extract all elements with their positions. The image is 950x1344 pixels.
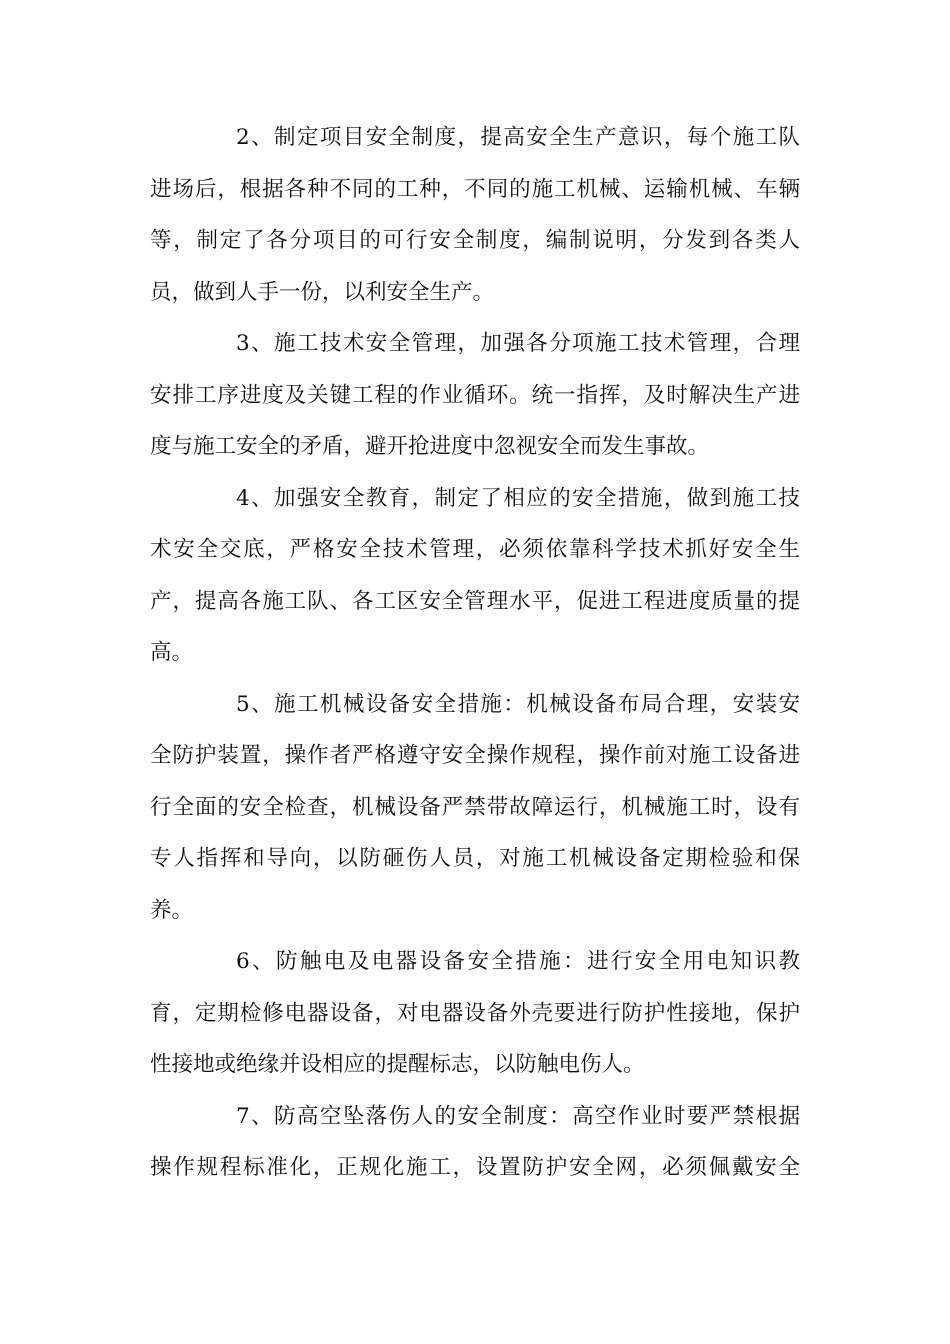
paragraph-line: 操作规程标准化，正规化施工，设置防护安全网，必须佩戴安全 [150, 1155, 800, 1180]
paragraph-line: 2、制定项目安全制度，提高安全生产意识，每个施工队 [236, 125, 800, 150]
paragraph-line: 专人指挥和导向，以防砸伤人员，对施工机械设备定期检验和保 [150, 846, 800, 871]
paragraph-line: 度与施工安全的矛盾，避开抢进度中忽视安全而发生事故。 [150, 434, 710, 459]
paragraph-line: 养。 [150, 897, 194, 923]
paragraph-line: 性接地或绝缘并设相应的提醒标志，以防触电伤人。 [150, 1052, 645, 1077]
paragraph-2 [150, 112, 800, 318]
paragraph-line: 员，做到人手一份，以利安全生产。 [150, 279, 495, 305]
paragraph-line: 进场后，根据各种不同的工种，不同的施工机械、运输机械、车辆 [150, 176, 800, 202]
paragraph-line: 术安全交底，严格安全技术管理，必须依靠科学技术抓好安全生 [150, 537, 800, 562]
paragraph-line: 4、加强安全教育，制定了相应的安全措施，做到施工技 [236, 485, 800, 511]
paragraph-line: 6、防触电及电器设备安全措施：进行安全用电知识教 [236, 949, 800, 974]
paragraph-line: 高。 [150, 640, 194, 665]
paragraph-3 [150, 318, 800, 473]
paragraph-line: 5、施工机械设备安全措施：机械设备布局合理，安装安 [236, 691, 800, 717]
paragraph-line: 产，提高各施工队、各工区安全管理水平，促进工程进度质量的提 [150, 588, 800, 614]
paragraph-line: 7、防高空坠落伤人的安全制度：高空作业时要严禁根据 [236, 1103, 800, 1129]
document-body [150, 112, 800, 1194]
paragraph-line: 育，定期检修电器设备，对电器设备外壳要进行防护性接地，保护 [150, 1000, 800, 1026]
paragraph-line: 安排工序进度及关键工程的作业循环。统一指挥，及时解决生产进 [150, 382, 800, 408]
paragraph-line: 3、施工技术安全管理，加强各分项施工技术管理，合理 [236, 331, 800, 356]
paragraph-7 [150, 1091, 800, 1194]
paragraph-6 [150, 936, 800, 1091]
paragraph-line: 全防护装置，操作者严格遵守安全操作规程，操作前对施工设备进 [150, 743, 800, 768]
paragraph-line: 等，制定了各分项目的可行安全制度，编制说明，分发到各类人 [150, 228, 800, 253]
paragraph-line: 行全面的安全检查，机械设备严禁带故障运行，机械施工时，设有 [150, 794, 800, 820]
paragraph-5 [150, 679, 800, 937]
paragraph-4 [150, 473, 800, 679]
